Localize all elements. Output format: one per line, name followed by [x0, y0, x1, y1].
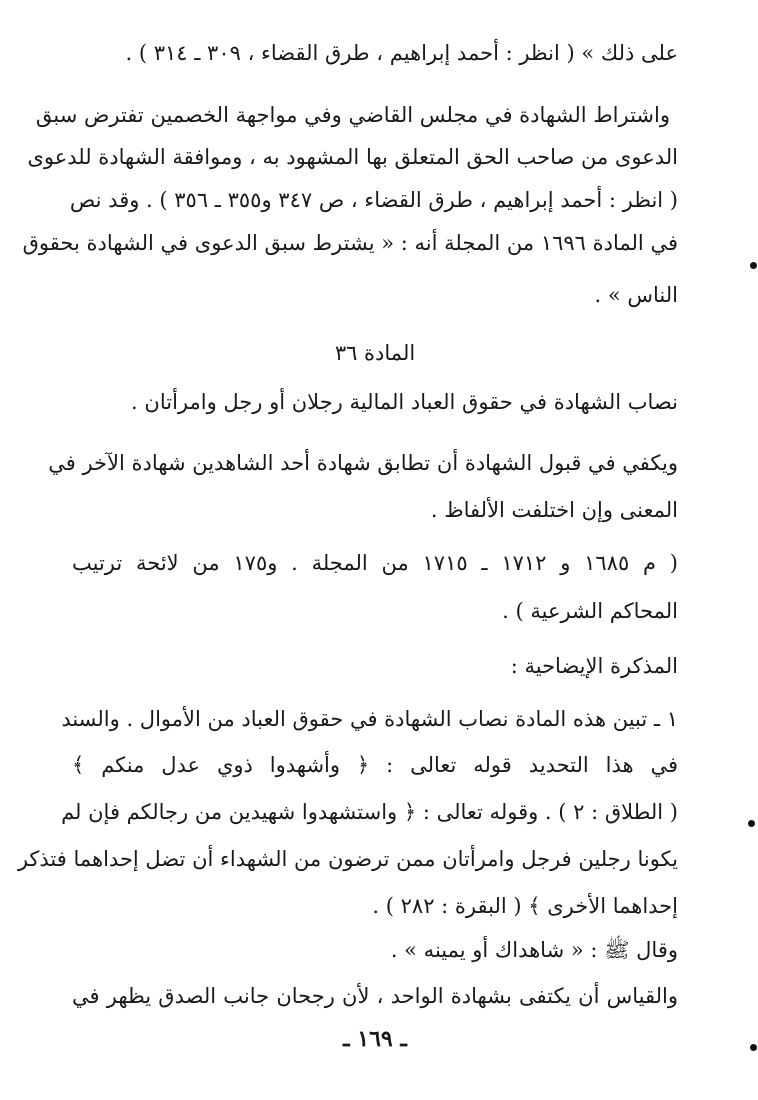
scan-mark — [750, 262, 757, 269]
text-line-18: إحداهما الأخرى ﴾ ( البقرة : ٢٨٢ ) . — [372, 894, 678, 918]
text-line-9: ويكفي في قبول الشهادة أن تطابق شهادة أحد الشاهدين شهادة الآخر في — [48, 451, 678, 475]
text-line-12: المحاكم الشرعية ) . — [502, 599, 678, 623]
text-line-11: ( م ١٦٨٥ و ١٧١٢ ـ ١٧١٥ من المجلة . و١٧٥ من لائحة ترتيب — [72, 551, 678, 575]
page-number: ـ ١٦٩ ـ — [343, 1026, 407, 1052]
scan-mark — [748, 820, 755, 827]
scan-mark — [750, 1044, 757, 1051]
text-line-13: المذكرة الإيضاحية : — [510, 654, 678, 678]
text-line-17: يكونا رجلين فرجل وامرأتان ممن ترضون من الشهداء أن تضل إحداهما فتذكر — [17, 847, 678, 871]
text-line-14: ١ ـ تبين هذه المادة نصاب الشهادة في حقوق العباد من الأموال . والسند — [61, 707, 678, 731]
section-heading: المادة ٣٦ — [334, 341, 416, 365]
text-line-5: في المادة ١٦٩٦ من المجلة أنه : « يشترط سبق الدعوى في الشهادة بحقوق — [22, 231, 678, 255]
text-line-10: المعنى وإن اختلفت الألفاظ . — [430, 498, 678, 522]
text-line-20: والقياس أن يكتفى بشهادة الواحد ، لأن رجحان جانب الصدق يظهر في — [72, 984, 678, 1008]
text-line-3: الدعوى من صاحب الحق المتعلق بها المشهود به ، وموافقة الشهادة للدعوى — [27, 145, 678, 169]
text-line-1: على ذلك » ( انظر : أحمد إبراهيم ، طرق القضاء ، ٣٠٩ ـ ٣١٤ ) . — [125, 41, 678, 65]
text-line-4: ( انظر : أحمد إبراهيم ، طرق القضاء ، ص ٣٤٧ و٣٥٥ ـ ٣٥٦ ) . وقد نص — [69, 188, 678, 212]
text-line-6: الناس » . — [594, 283, 678, 307]
text-line-16: ( الطلاق : ٢ ) . وقوله تعالى : ﴿ واستشهدوا شهيدين من رجالكم فإن لم — [61, 800, 678, 824]
text-line-19: وقال ﷺ : « شاهداك أو يمينه » . — [390, 938, 678, 962]
text-line-8: نصاب الشهادة في حقوق العباد المالية رجلان أو رجل وامرأتان . — [131, 390, 678, 414]
text-line-15: في هذا التحديد قوله تعالى : ﴿ وأشهدوا ذوي عدل منكم ﴾ — [72, 753, 678, 777]
text-line-2: واشتراط الشهادة في مجلس القاضي وفي مواجهة الخصمين تفترض سبق — [35, 103, 670, 127]
